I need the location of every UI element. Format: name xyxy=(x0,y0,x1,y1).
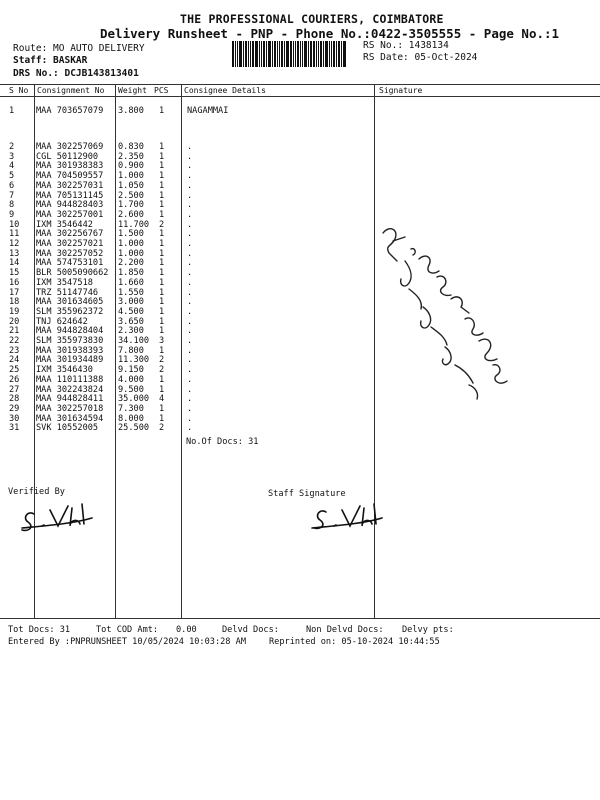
row-sno: 5 xyxy=(9,171,15,182)
row-sno: 25 xyxy=(9,365,20,376)
header-consignee-details: Consignee Details xyxy=(184,86,266,95)
delivered-docs: Delvd Docs: xyxy=(222,625,279,635)
row-weight: 35.000 xyxy=(118,394,150,405)
row-weight: 9.150 xyxy=(118,365,144,376)
row-consignment-no: MAA 302257021 xyxy=(36,239,104,249)
row-consignment-no: MAA 574753101 xyxy=(36,258,104,269)
column-divider xyxy=(181,84,182,618)
row-weight: 9.500 xyxy=(118,384,144,395)
row-pcs: 1 xyxy=(159,239,165,249)
row-pcs: 1 xyxy=(159,268,165,279)
row-pcs: 1 xyxy=(159,258,165,269)
row-consignee-details: . xyxy=(187,306,193,317)
row-sno: 31 xyxy=(9,423,20,434)
row-consignee-details: NAGAMMAI xyxy=(187,106,229,116)
row-sno: 11 xyxy=(9,229,20,240)
row-sno: 21 xyxy=(9,326,20,337)
row-weight: 34.100 xyxy=(118,336,150,346)
row-sno: 15 xyxy=(9,268,20,279)
row-pcs: 1 xyxy=(159,374,165,385)
row-sno: 9 xyxy=(9,209,15,220)
row-sno: 3 xyxy=(9,151,15,162)
no-of-docs: No.Of Docs: 31 xyxy=(186,437,259,447)
rs-date: RS Date: 05-Oct-2024 xyxy=(363,52,478,63)
row-weight: 2.350 xyxy=(118,151,144,162)
row-consignment-no: MAA 944828411 xyxy=(36,394,104,405)
row-consignee-details: . xyxy=(187,248,193,259)
row-consignment-no: CGL 50112900 xyxy=(36,151,99,162)
row-consignment-no: MAA 944828404 xyxy=(36,326,104,337)
row-consignee-details: . xyxy=(187,229,193,240)
row-consignee-details: . xyxy=(187,180,193,191)
row-sno: 10 xyxy=(9,219,20,230)
row-consignee-details: . xyxy=(187,200,193,211)
row-consignee-details: . xyxy=(187,142,193,152)
row-consignee-details: . xyxy=(187,345,193,356)
row-consignment-no: MAA 301938383 xyxy=(36,161,104,172)
row-sno: 19 xyxy=(9,306,20,317)
row-consignment-no: MAA 301634594 xyxy=(36,413,104,424)
column-divider xyxy=(34,84,35,618)
row-pcs: 1 xyxy=(159,316,165,327)
row-consignee-details: . xyxy=(187,190,193,201)
row-pcs: 1 xyxy=(159,277,165,288)
row-consignment-no: IXM 3546442 xyxy=(36,219,93,230)
row-pcs: 1 xyxy=(159,180,165,191)
row-consignee-details: . xyxy=(187,219,193,230)
row-consignment-no: MAA 302257001 xyxy=(36,209,104,220)
row-consignment-no: SLM 355973830 xyxy=(36,336,104,346)
row-consignee-details: . xyxy=(187,374,193,385)
row-consignment-no: MAA 301938393 xyxy=(36,345,104,356)
row-pcs: 1 xyxy=(159,151,165,162)
row-consignee-details: . xyxy=(187,161,193,172)
row-consignee-details: . xyxy=(187,209,193,220)
row-weight: 1.500 xyxy=(118,229,144,240)
total-cod-value: 0.00 xyxy=(176,625,197,635)
row-consignment-no: IXM 3546430 xyxy=(36,365,93,376)
row-pcs: 1 xyxy=(159,248,165,259)
staff-label: Staff: BASKAR xyxy=(13,55,88,66)
row-consignee-details: . xyxy=(187,277,193,288)
row-consignee-details: . xyxy=(187,365,193,376)
row-weight: 4.000 xyxy=(118,374,144,385)
row-consignee-details: . xyxy=(187,316,193,327)
row-sno: 2 xyxy=(9,142,15,152)
row-weight: 3.000 xyxy=(118,297,144,308)
verified-by-label: Verified By xyxy=(8,487,65,497)
drs-number: DRS No.: DCJB143813401 xyxy=(13,68,139,79)
row-consignment-no: SVK 10552005 xyxy=(36,423,99,434)
row-consignee-details: . xyxy=(187,403,193,414)
row-consignee-details: . xyxy=(187,413,193,424)
row-weight: 4.500 xyxy=(118,306,144,317)
row-weight: 1.700 xyxy=(118,200,144,211)
row-weight: 7.800 xyxy=(118,345,144,356)
row-sno: 29 xyxy=(9,403,20,414)
row-sno: 7 xyxy=(9,190,15,201)
row-weight: 3.650 xyxy=(118,316,144,327)
row-sno: 16 xyxy=(9,277,20,288)
row-consignment-no: MAA 301634605 xyxy=(36,297,104,308)
staff-signature-label: Staff Signature xyxy=(268,489,346,499)
row-pcs: 1 xyxy=(159,345,165,356)
row-consignee-details: . xyxy=(187,384,193,395)
header-consignment-no: Consignment No xyxy=(37,86,105,95)
row-sno: 18 xyxy=(9,297,20,308)
row-sno: 20 xyxy=(9,316,20,327)
row-weight: 0.900 xyxy=(118,161,144,172)
row-sno: 30 xyxy=(9,413,20,424)
row-consignee-details: . xyxy=(187,268,193,279)
route-label: Route: MO AUTO DELIVERY xyxy=(13,43,145,54)
row-pcs: 2 xyxy=(159,355,165,366)
row-weight: 1.660 xyxy=(118,277,144,288)
row-sno: 17 xyxy=(9,287,20,298)
reprinted-on: Reprinted on: 05-10-2024 10:44:55 xyxy=(269,637,440,647)
header-pcs: PCS xyxy=(154,86,169,95)
row-weight: 2.600 xyxy=(118,209,144,220)
row-weight: 8.000 xyxy=(118,413,144,424)
row-pcs: 1 xyxy=(159,190,165,201)
row-consignment-no: MAA 302257031 xyxy=(36,180,104,191)
row-consignee-details: . xyxy=(187,151,193,162)
row-consignee-details: . xyxy=(187,336,193,346)
row-weight: 25.500 xyxy=(118,423,150,434)
row-consignee-details: . xyxy=(187,239,193,249)
row-pcs: 2 xyxy=(159,365,165,376)
staff-signature-image xyxy=(310,500,400,536)
row-consignee-details: . xyxy=(187,326,193,337)
row-consignment-no: SLM 355962372 xyxy=(36,306,104,317)
row-pcs: 1 xyxy=(159,106,165,116)
table-bottom-rule xyxy=(0,618,600,619)
row-weight: 1.550 xyxy=(118,287,144,298)
column-divider xyxy=(115,84,116,618)
row-pcs: 1 xyxy=(159,209,165,220)
row-pcs: 1 xyxy=(159,297,165,308)
row-sno: 24 xyxy=(9,355,20,366)
handwritten-signature-image xyxy=(375,215,525,415)
table-header-rule xyxy=(0,96,600,97)
row-pcs: 1 xyxy=(159,403,165,414)
row-consignee-details: . xyxy=(187,258,193,269)
row-sno: 22 xyxy=(9,336,20,346)
company-name: THE PROFESSIONAL COURIERS, COIMBATORE xyxy=(180,12,444,26)
row-consignment-no: MAA 705131145 xyxy=(36,190,104,201)
row-consignee-details: . xyxy=(187,287,193,298)
row-pcs: 2 xyxy=(159,219,165,230)
row-weight: 1.850 xyxy=(118,268,144,279)
row-consignee-details: . xyxy=(187,355,193,366)
row-sno: 28 xyxy=(9,394,20,405)
row-consignment-no: TNJ 624642 xyxy=(36,316,88,327)
row-pcs: 2 xyxy=(159,423,165,434)
header-signature: Signature xyxy=(379,86,423,95)
row-weight: 11.300 xyxy=(118,355,150,366)
row-pcs: 1 xyxy=(159,161,165,172)
row-consignment-no: MAA 301934489 xyxy=(36,355,104,366)
rs-number: RS No.: 1438134 xyxy=(363,40,449,51)
delivery-points: Delvy pts: xyxy=(402,625,454,635)
row-pcs: 1 xyxy=(159,200,165,211)
row-consignment-no: MAA 944828403 xyxy=(36,200,104,211)
row-consignment-no: TRZ 51147746 xyxy=(36,287,99,298)
row-consignee-details: . xyxy=(187,171,193,182)
row-consignment-no: MAA 703657079 xyxy=(36,106,104,116)
row-sno: 14 xyxy=(9,258,20,269)
row-pcs: 1 xyxy=(159,413,165,424)
row-consignment-no: MAA 302243824 xyxy=(36,384,104,395)
row-weight: 1.000 xyxy=(118,248,144,259)
row-pcs: 1 xyxy=(159,229,165,240)
row-weight: 2.300 xyxy=(118,326,144,337)
row-weight: 11.700 xyxy=(118,219,150,230)
total-docs: Tot Docs: 31 xyxy=(8,625,71,635)
row-sno: 13 xyxy=(9,248,20,259)
row-pcs: 1 xyxy=(159,306,165,317)
row-consignment-no: MAA 704509557 xyxy=(36,171,104,182)
table-top-rule xyxy=(0,84,600,85)
row-sno: 4 xyxy=(9,161,15,172)
row-consignee-details: . xyxy=(187,297,193,308)
row-consignee-details: . xyxy=(187,394,193,405)
row-weight: 1.050 xyxy=(118,180,144,191)
runsheet-title: Delivery Runsheet - PNP - Phone No.:0422-3505555 - Page No.:1 xyxy=(100,26,560,41)
barcode xyxy=(232,41,356,67)
row-weight: 2.500 xyxy=(118,190,144,201)
row-consignment-no: MAA 302257052 xyxy=(36,248,104,259)
row-consignment-no: MAA 302257069 xyxy=(36,142,104,152)
row-pcs: 1 xyxy=(159,142,165,152)
row-consignment-no: MAA 302256767 xyxy=(36,229,104,240)
total-cod-label: Tot COD Amt: xyxy=(96,625,159,635)
row-consignment-no: BLR 5005090662 xyxy=(36,268,109,279)
row-weight: 0.830 xyxy=(118,142,144,152)
row-sno: 1 xyxy=(9,106,15,116)
entered-by: Entered By :PNPRUNSHEET 10/05/2024 10:03:28 AM xyxy=(8,637,246,647)
row-pcs: 1 xyxy=(159,326,165,337)
row-pcs: 3 xyxy=(159,336,165,346)
row-consignment-no: MAA 302257018 xyxy=(36,403,104,414)
row-weight: 7.300 xyxy=(118,403,144,414)
row-sno: 8 xyxy=(9,200,15,211)
header-weight: Weight xyxy=(118,86,147,95)
row-pcs: 1 xyxy=(159,171,165,182)
row-sno: 26 xyxy=(9,374,20,385)
row-sno: 6 xyxy=(9,180,15,191)
row-weight: 3.800 xyxy=(118,106,144,116)
row-weight: 2.200 xyxy=(118,258,144,269)
row-sno: 23 xyxy=(9,345,20,356)
row-pcs: 4 xyxy=(159,394,165,405)
row-weight: 1.000 xyxy=(118,171,144,182)
row-consignment-no: MAA 110111388 xyxy=(36,374,104,385)
row-weight: 1.000 xyxy=(118,239,144,249)
row-consignee-details: . xyxy=(187,423,193,434)
row-consignment-no: IXM 3547518 xyxy=(36,277,93,288)
row-pcs: 1 xyxy=(159,287,165,298)
row-sno: 12 xyxy=(9,239,20,249)
row-pcs: 1 xyxy=(159,384,165,395)
row-sno: 27 xyxy=(9,384,20,395)
verified-signature-image xyxy=(20,500,110,536)
header-sno: S No xyxy=(9,86,29,95)
non-delivered-docs: Non Delvd Docs: xyxy=(306,625,384,635)
